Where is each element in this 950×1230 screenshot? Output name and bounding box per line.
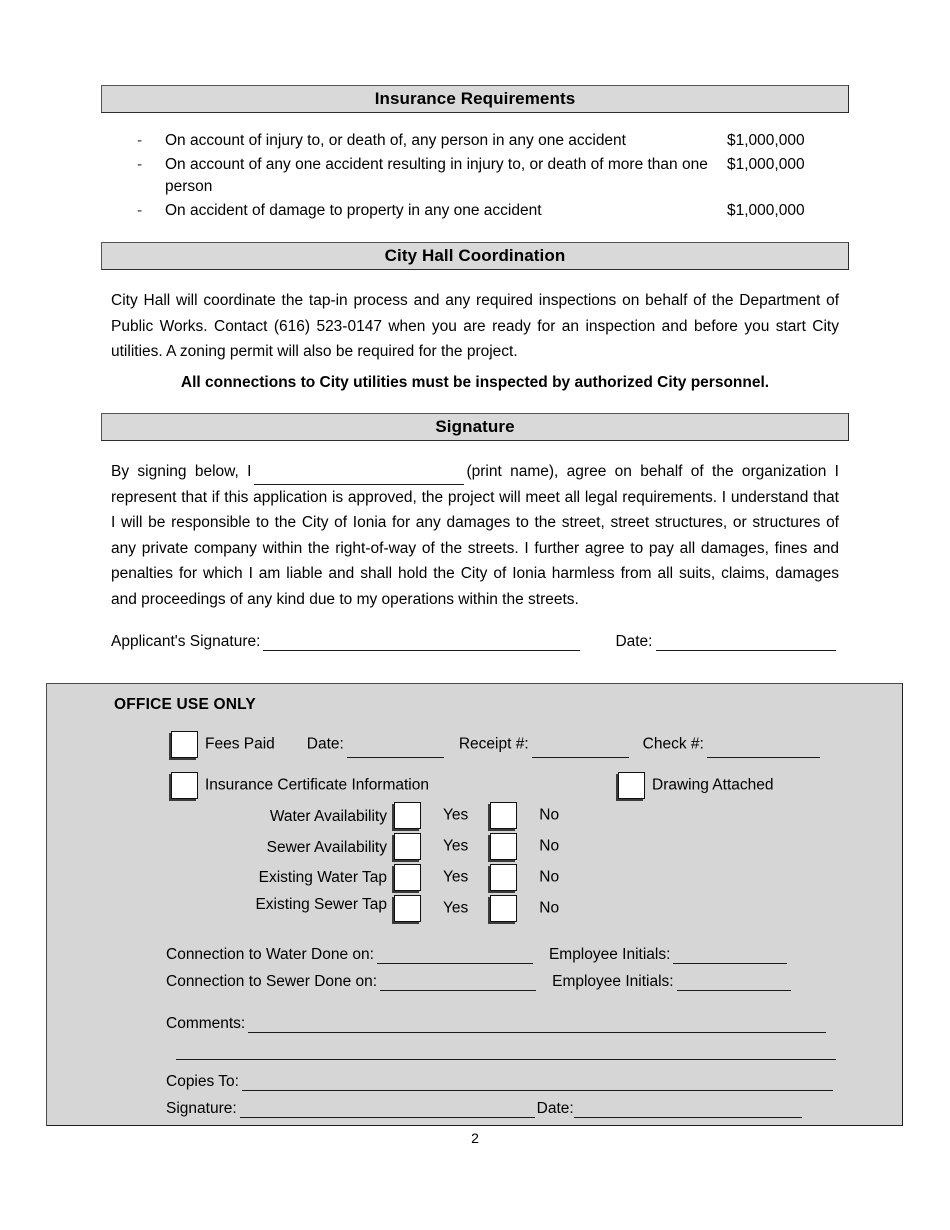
connection-sewer-initials-label: Employee Initials: [552, 973, 674, 990]
fees-paid-row [171, 731, 822, 758]
connection-sewer-date-blank[interactable] [380, 976, 536, 991]
connection-sewer-initials-blank[interactable] [677, 976, 791, 991]
yes-label: Yes [443, 837, 469, 855]
insurance-requirement-amount: $1,000,000 [727, 201, 805, 219]
availability-row-label: Water Availability [269, 808, 387, 825]
section-header-insurance-requirements [101, 85, 849, 113]
connection-sewer-row [166, 973, 793, 991]
drawing-attached-row [618, 772, 774, 799]
section-header-city-hall-coordination [101, 242, 849, 270]
connection-water-row [166, 946, 789, 964]
receipt-number-blank[interactable] [532, 743, 629, 758]
drawing-attached-label: Drawing Attached [652, 776, 774, 794]
fees-paid-label: Fees Paid [205, 735, 275, 753]
insurance-certificate-label: Insurance Certificate Information [205, 776, 429, 794]
insurance-requirement-amount: $1,000,000 [727, 132, 805, 149]
availability-row-options [394, 895, 559, 922]
availability-row-label: Existing Sewer Tap [255, 896, 387, 913]
comments-row [166, 1015, 828, 1033]
availability-row-label: Sewer Availability [266, 839, 387, 856]
water-availability-no-checkbox[interactable] [490, 802, 517, 829]
check-number-label: Check #: [642, 735, 704, 753]
section-header-signature-label: Signature [435, 417, 515, 436]
yes-label: Yes [443, 899, 469, 917]
signature-paragraph [111, 459, 839, 612]
bullet-dash-icon: - [137, 155, 143, 173]
sewer-availability-no-checkbox[interactable] [490, 833, 517, 860]
bullet-dash-icon: - [137, 132, 143, 149]
check-number-blank[interactable] [707, 743, 820, 758]
comments-blank-line-2[interactable] [176, 1059, 836, 1060]
applicant-date-blank[interactable] [656, 636, 836, 651]
drawing-attached-checkbox[interactable] [618, 772, 645, 799]
office-signature-date-label: Date: [536, 1100, 574, 1117]
no-label: No [539, 899, 560, 917]
bullet-dash-icon: - [137, 201, 143, 219]
availability-row-options [394, 802, 559, 829]
connection-sewer-label: Connection to Sewer Done on: [166, 973, 378, 990]
office-signature-label: Signature: [166, 1100, 237, 1117]
applicant-signature-row [111, 633, 851, 651]
existing-water-tap-no-checkbox[interactable] [490, 864, 517, 891]
insurance-requirement-text: On account of any one accident resulting in injury to, or death of more than one person [165, 155, 708, 195]
receipt-number-label: Receipt #: [458, 735, 529, 753]
comments-label: Comments: [166, 1015, 246, 1032]
connection-water-date-blank[interactable] [377, 949, 533, 964]
water-availability-yes-checkbox[interactable] [394, 802, 421, 829]
office-signature-date-blank[interactable] [574, 1103, 802, 1118]
insurance-requirement-item [101, 130, 849, 153]
sewer-availability-yes-checkbox[interactable] [394, 833, 421, 860]
office-use-only-title: OFFICE USE ONLY [114, 696, 256, 713]
existing-sewer-tap-no-checkbox[interactable] [490, 895, 517, 922]
no-label: No [539, 837, 560, 855]
availability-row-options [394, 833, 559, 860]
insurance-requirement-text: On accident of damage to property in any one accident [165, 201, 542, 219]
availability-row-options [394, 864, 559, 891]
section-header-city-hall-coordination-label: City Hall Coordination [384, 246, 566, 265]
office-use-only-box [46, 683, 903, 1126]
availability-row-label: Existing Water Tap [258, 869, 387, 886]
copies-to-label: Copies To: [166, 1073, 239, 1090]
city-hall-paragraph: City Hall will coordinate the tap-in process and any required inspections on behalf of the Department of Public Works. Contact (616) 523-0147 when you are ready for an inspection and before you start City utilities. A zoning permit will also be required for the project. [111, 292, 839, 360]
connection-water-initials-blank[interactable] [673, 949, 787, 964]
applicant-date-label: Date: [615, 633, 653, 650]
fees-date-blank[interactable] [347, 743, 444, 758]
insurance-requirement-item [101, 200, 849, 223]
applicant-signature-blank[interactable] [263, 636, 580, 651]
city-hall-notice: All connections to City utilities must be inspected by authorized City personnel. [180, 374, 770, 391]
comments-blank-line-1[interactable] [248, 1018, 826, 1033]
fees-paid-checkbox[interactable] [171, 731, 198, 758]
insurance-requirement-text: On account of injury to, or death of, any person in any one accident [165, 132, 626, 149]
copies-to-row [166, 1073, 835, 1091]
copies-to-blank[interactable] [242, 1076, 833, 1091]
connection-water-initials-label: Employee Initials: [548, 946, 671, 963]
signature-paragraph-before: By signing below, I [111, 463, 252, 480]
insurance-certificate-checkbox[interactable] [171, 772, 198, 799]
yes-label: Yes [443, 868, 469, 886]
no-label: No [539, 868, 560, 886]
signature-paragraph-after: (print name), agree on behalf of the organization I represent that if this application is approved, the project will meet all legal requirements. I understand that I will be responsible to the City of Ionia for any damages to the street, street structures, or structures of any private company within the right-of-way of the streets. I further agree to pay all damages, fines and penalties for which I am liable and shall hold the City of Ionia harmless from all suits, claims, damages and proceedings of any kind due to my operations within the streets. [111, 463, 839, 608]
page-number: 2 [471, 1130, 479, 1146]
connection-water-label: Connection to Water Done on: [166, 946, 374, 963]
section-header-signature [101, 413, 849, 441]
insurance-certificate-row [171, 772, 429, 799]
yes-label: Yes [443, 806, 469, 824]
existing-water-tap-yes-checkbox[interactable] [394, 864, 421, 891]
insurance-requirement-amount: $1,000,000 [727, 155, 805, 173]
print-name-blank[interactable] [254, 470, 464, 485]
no-label: No [539, 806, 560, 824]
insurance-requirements-list [101, 130, 849, 222]
existing-sewer-tap-yes-checkbox[interactable] [394, 895, 421, 922]
office-signature-blank[interactable] [240, 1103, 535, 1118]
fees-date-label: Date: [306, 735, 344, 753]
insurance-requirement-item [101, 154, 849, 199]
office-signature-row [166, 1100, 804, 1118]
applicant-signature-label: Applicant's Signature: [111, 633, 261, 650]
section-header-insurance-requirements-label: Insurance Requirements [374, 89, 576, 108]
